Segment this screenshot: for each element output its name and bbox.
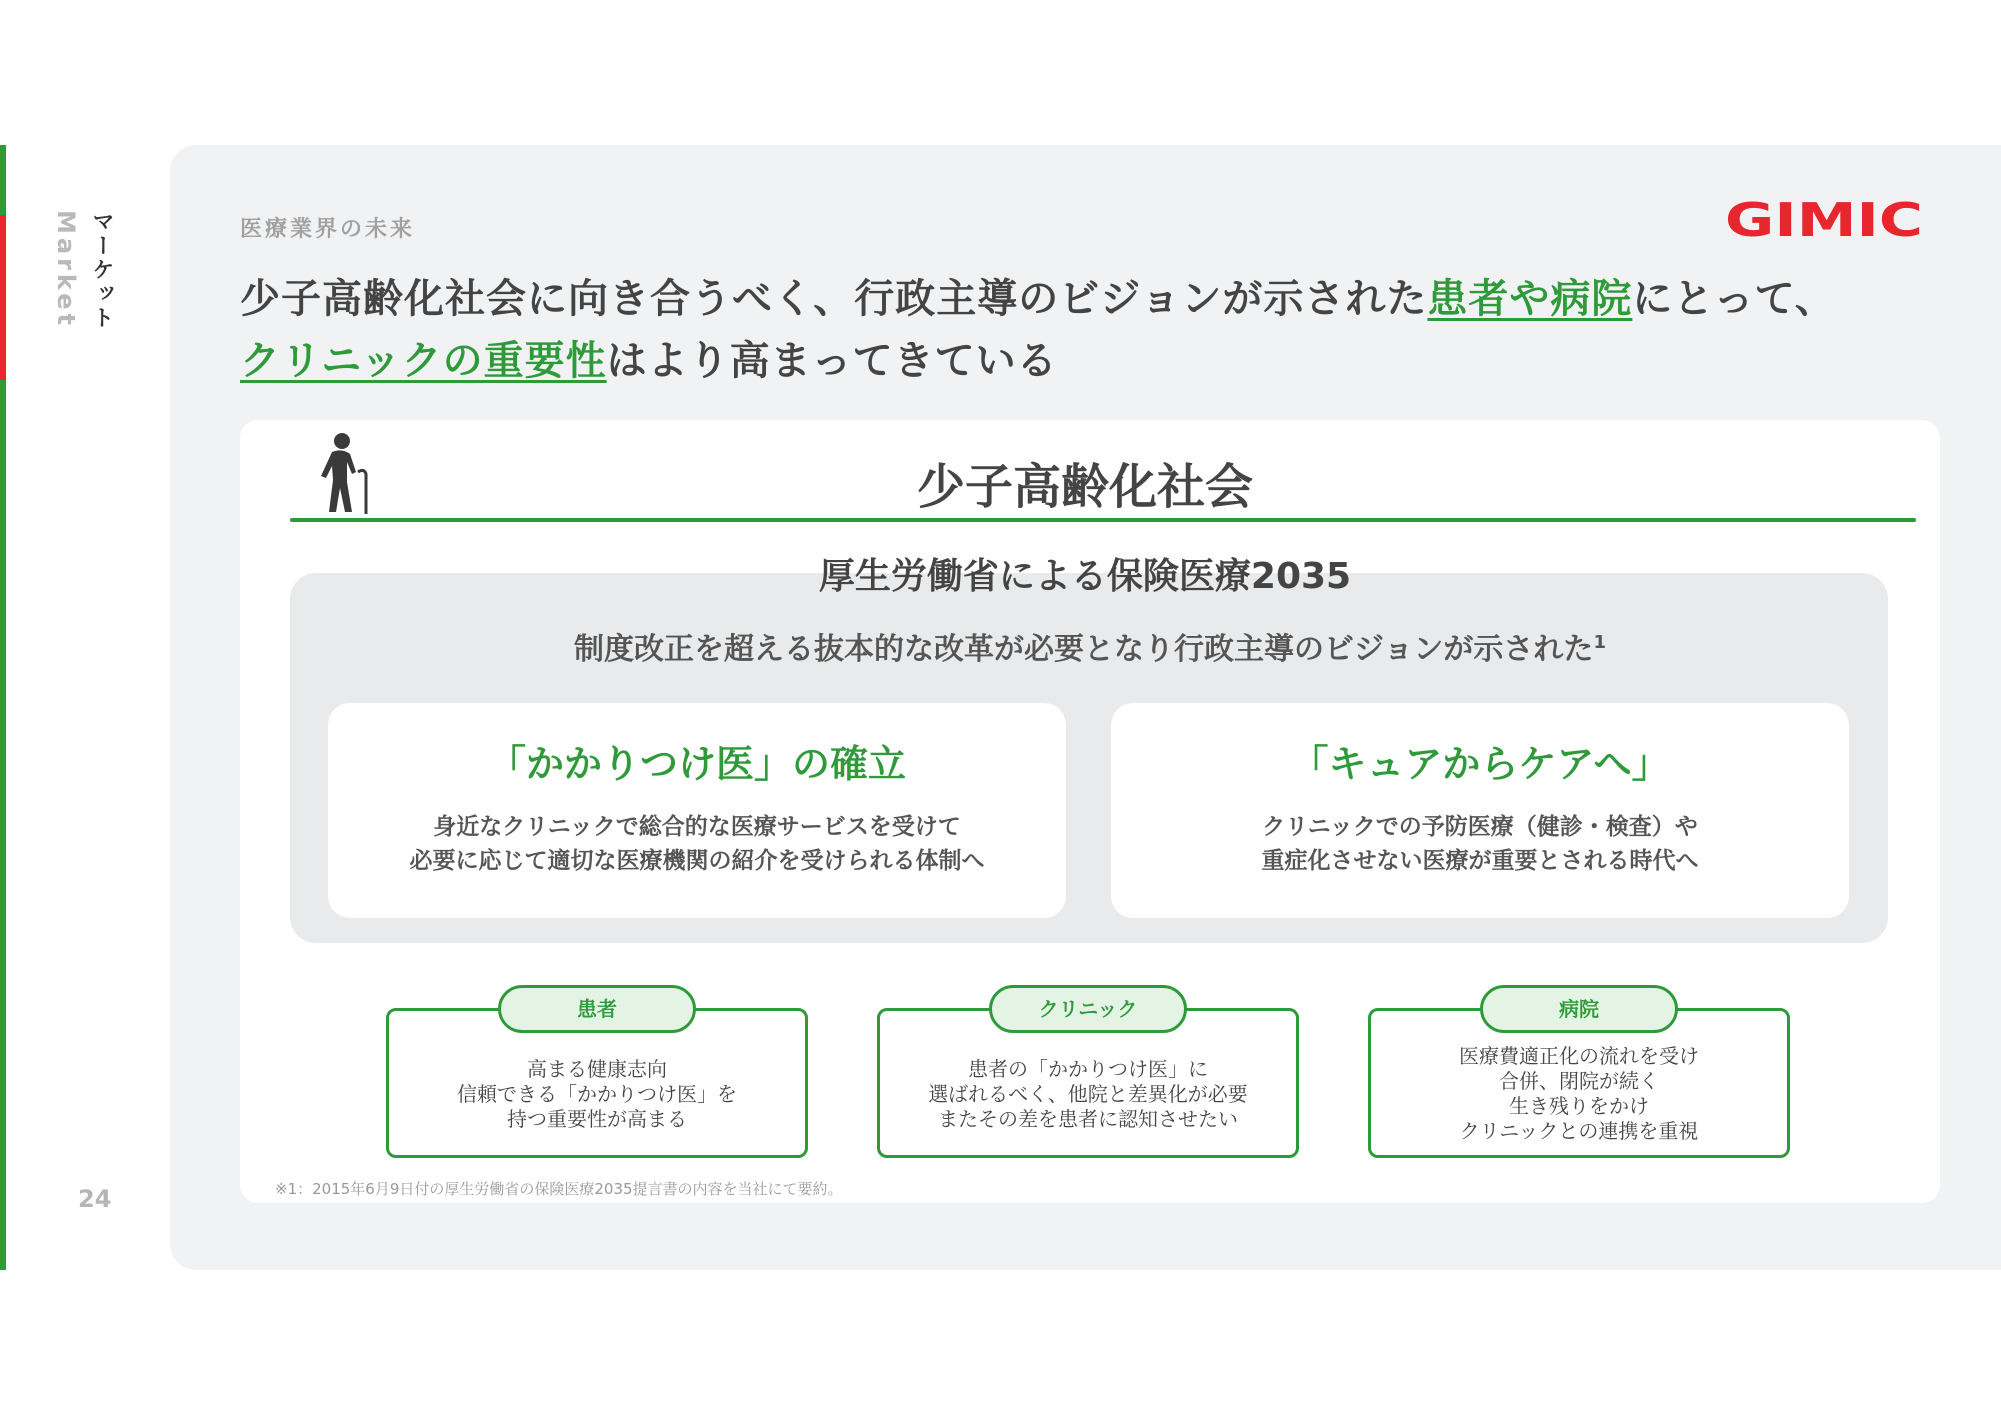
pillar-title: 「キュアからケアへ」 (1290, 742, 1670, 786)
headline-highlight-clinic: クリニックの重要性 (240, 338, 607, 384)
card-title: 少子高齢化社会 (916, 459, 1253, 515)
stakeholder-line: 合併、閉院が続く (1499, 1069, 1659, 1093)
stakeholder-line: 高まる健康志向 (527, 1056, 667, 1081)
left-accent-stripe-red (0, 215, 6, 380)
side-label-jp: マーケット (89, 210, 114, 330)
pillar-line: 身近なクリニックで総合的な医療サービスを受けて (433, 814, 961, 840)
pillar-title: 「かかりつけ医」の確立 (487, 742, 906, 786)
pillar-card-cure-to-care (1111, 703, 1849, 918)
page-number: 24 (78, 1185, 112, 1213)
policy-title: 厚生労働省による保険医療2035 (818, 556, 1352, 597)
headline-part2: にとって、 (1632, 276, 1836, 322)
logo-text: GIMIC (1725, 196, 1923, 240)
stakeholder-line: 患者の「かかりつけ医」に (968, 1056, 1208, 1081)
headline-part3: はより高まってきている (606, 338, 1058, 384)
stakeholder-label-hospitals: 病院 (1480, 985, 1678, 1033)
headline (240, 268, 1836, 392)
stakeholder-line: クリニックとの連携を重視 (1459, 1119, 1699, 1143)
footnote-marker: 1 (1593, 632, 1606, 653)
stakeholder-label-clinics: クリニック (989, 985, 1187, 1033)
pillar-card-family-doctor (328, 703, 1066, 918)
pillar-body (328, 810, 1066, 878)
stakeholder-line: またその差を患者に認知させたい (938, 1106, 1238, 1131)
stakeholder-label-patients: 患者 (498, 985, 696, 1033)
pillar-line: 重症化させない医療が重要とされる時代へ (1261, 848, 1699, 874)
title-underline (290, 518, 1916, 522)
policy-subtitle-text: 制度改正を超える抜本的な改革が必要となり行政主導のビジョンが示された (574, 632, 1594, 667)
policy-subtitle (400, 624, 1780, 668)
stakeholder-line: 生き残りをかけ (1509, 1094, 1649, 1118)
side-section-label (52, 210, 117, 330)
pillar-line: 必要に応じて適切な医療機関の紹介を受けられる体制へ (409, 848, 985, 874)
footnote: ※1：2015年6月9日付の厚生労働省の保険医療2035提言書の内容を当社にて要約。 (275, 1180, 843, 1198)
headline-part1: 少子高齢化社会に向き合うべく、行政主導のビジョンが示された (240, 276, 1428, 322)
section-label: 医療業界の未来 (240, 217, 416, 242)
stakeholder-line: 選ばれるべく、他院と差異化が必要 (928, 1081, 1248, 1106)
pillar-body (1111, 810, 1849, 878)
stakeholder-line: 信頼できる「かかりつけ医」を (457, 1081, 737, 1106)
stakeholder-line: 医療費適正化の流れを受け (1459, 1044, 1699, 1068)
pillar-line: クリニックでの予防医療（健診・検査）や (1262, 814, 1698, 840)
gimic-logo (1725, 196, 1925, 240)
stakeholder-line: 持つ重要性が高まる (507, 1106, 687, 1131)
elderly-person-icon (318, 432, 374, 514)
side-label-en: Market (52, 210, 80, 329)
headline-highlight-patients-hospitals: 患者や病院 (1427, 276, 1633, 322)
